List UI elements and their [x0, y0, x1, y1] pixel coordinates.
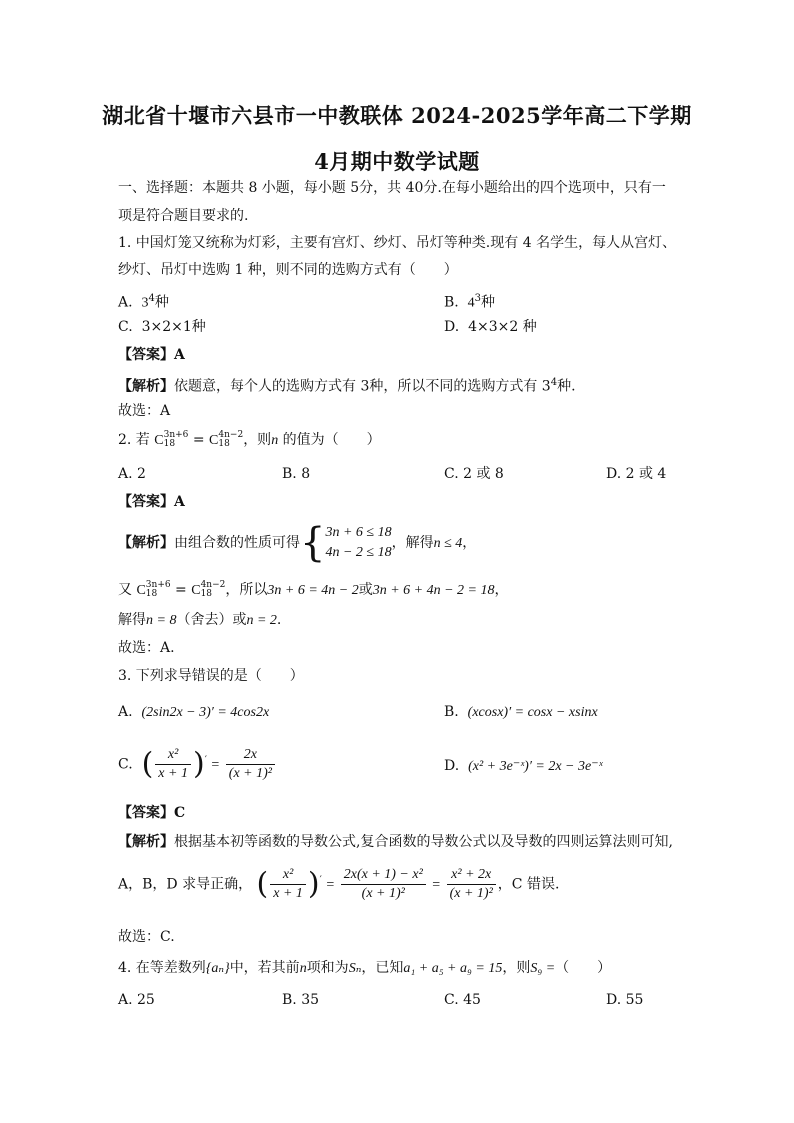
- q1-stem-line-2: 纱灯、吊灯中选购 1 种，则不同的选购方式有（ ）: [118, 262, 458, 278]
- q3-option-a: A. (2sin2x − 3)′ = 4cos2x: [118, 704, 270, 720]
- q1-option-c: C. 3×2×1种: [118, 319, 206, 335]
- q3-stem: 3. 下列求导错误的是（ ）: [118, 668, 304, 684]
- q1-choose: 故选：A: [118, 403, 171, 419]
- title-line-2: 4月期中数学试题: [314, 149, 480, 174]
- section-instructions-line-2: 项是符合题目要求的.: [118, 208, 249, 224]
- q1-stem-line-1: 1. 中国灯笼又统称为灯彩，主要有宫灯、纱灯、吊灯等种类.现有 4 名学生，每人从宫灯、: [118, 235, 677, 251]
- section-instructions-line-1: 一、选择题：本题共 8 小题，每小题 5分，共 40分.在每小题给出的四个选项中，只有一: [118, 180, 666, 196]
- left-brace: {: [300, 520, 326, 566]
- q3-analysis-line-2: A，B，D 求导正确， ( $\frac{\text{x²}}{x + 1}$ )′ = $\frac{\text{2x(x + 1) − x²}}{\text{(x + 1)²}}$ = $\frac{\text{x² + 2x}}{\text{(x + 1)²}}$ ，C 错误.: [118, 866, 560, 902]
- q1-option-a: A. $3^4$种: [118, 293, 169, 311]
- q4-option-a: A. 25: [118, 992, 155, 1008]
- q1-option-b: B. $4^3$种: [444, 293, 496, 311]
- q1-analysis: 【解析】依题意，每个人的选购方式有 3种，所以不同的选购方式有 $3^4$种.: [118, 377, 576, 395]
- q2-option-b: B. 8: [282, 466, 311, 482]
- q3-answer: 【答案】C: [118, 805, 186, 821]
- q2-analysis-line-1: 【解析】由组合数的性质可得{ 3n + 6 ≤ 18 4n − 2 ≤ 18 ，解得n ≤ 4，: [118, 520, 477, 566]
- q2-analysis-line-2: 又 C 3n+6 18 = C 4n−2 18 ，所以3n + 6 = 4n − 2或3n + 6 + 4n − 2 = 18，: [118, 580, 509, 599]
- q3-choose: 故选：C.: [118, 929, 175, 945]
- q1-answer: 【答案】A: [118, 347, 185, 363]
- q2-option-d: D. 2 或 4: [606, 466, 667, 482]
- title-line-1: 湖北省十堰市六县市一中教联体 2024-2025学年高二下学期: [102, 103, 692, 128]
- q4-option-b: B. 35: [282, 992, 320, 1008]
- q2-choose: 故选：A.: [118, 640, 175, 656]
- q1-option-d: D. 4×3×2 种: [444, 319, 537, 335]
- q2-option-a: A. 2: [118, 466, 146, 482]
- q2-answer: 【答案】A: [118, 494, 185, 510]
- q2-stem: 2. 若 C 3n+6 18 = C 4n−2 18 ，则n 的值为（ ）: [118, 430, 381, 449]
- q4-stem: 4. 在等差数列{aₙ}中，若其前n项和为Sₙ，已知a₁ + a₅ + a₉ = 15，则S₉ =（ ）: [118, 960, 612, 976]
- q3-option-c: C. ( $\frac{\text{x²}}{x + 1}$ )′ = $\frac{2x}{\text{(x + 1)²}}$: [118, 746, 277, 783]
- q3-analysis-line-1: 【解析】根据基本初等函数的导数公式,复合函数的导数公式以及导数的四则运算法则可知,: [118, 834, 673, 850]
- q4-option-c: C. 45: [444, 992, 481, 1008]
- q3-option-b: B. (xcosx)′ = cosx − xsinx: [444, 704, 598, 720]
- inequality-system: 3n + 6 ≤ 18 4n − 2 ≤ 18: [325, 525, 392, 560]
- q2-option-c: C. 2 或 8: [444, 466, 504, 482]
- q3-option-d: D. (x² + 3e⁻ˣ)′ = 2x − 3e⁻ˣ: [444, 758, 603, 774]
- q2-analysis-line-3: 解得n = 8（舍去）或n = 2.: [118, 612, 282, 628]
- q4-option-d: D. 55: [606, 992, 644, 1008]
